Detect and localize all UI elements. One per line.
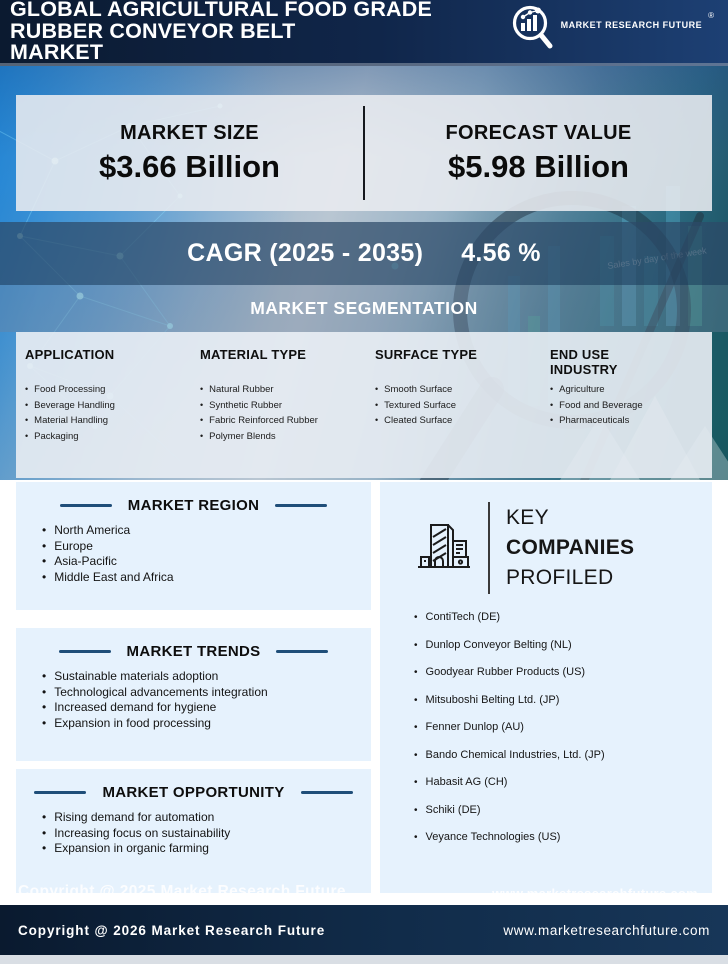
cagr-value: 4.56 %: [461, 239, 541, 267]
list-item: [42, 669, 371, 685]
list-item-label: Polymer Blends: [209, 430, 276, 442]
list-item: [414, 666, 712, 679]
list-item: [550, 398, 711, 414]
key-companies-panel: [380, 482, 712, 893]
market-trends-list: [16, 669, 371, 731]
panel-heading-row: [16, 628, 371, 660]
bullet-icon: •: [414, 749, 418, 761]
heading-rule-right: [301, 791, 353, 794]
list-item: [200, 382, 365, 398]
list-item: [414, 831, 712, 844]
list-item-label: Increased demand for hygiene: [54, 700, 217, 715]
market-opportunity-list: [16, 810, 371, 857]
segment-item-list: [375, 382, 540, 429]
list-item: [375, 413, 540, 429]
heading-rule-left: [60, 504, 112, 507]
list-item-label: Material Handling: [34, 415, 109, 426]
footer: [0, 905, 728, 955]
heading-rule-left: [59, 650, 111, 653]
bullet-icon: •: [42, 700, 47, 715]
bullet-icon: •: [375, 399, 379, 410]
list-item-label: Bando Chemical Industries, Ltd. (JP): [425, 748, 605, 761]
watermark-copyright: Copyright @ 2025 Market Research Future: [18, 883, 346, 900]
segment-item-list: [200, 382, 365, 444]
segment-column-application: [25, 348, 200, 478]
list-item-label: Asia-Pacific: [54, 554, 117, 569]
bottom-strip: [0, 955, 728, 964]
bullet-icon: •: [375, 415, 379, 425]
bullet-icon: •: [25, 399, 29, 410]
bullet-icon: •: [414, 667, 418, 678]
list-item: [42, 523, 371, 539]
market-size-label: MARKET SIZE: [120, 121, 259, 144]
list-item: [414, 721, 712, 734]
list-item-label: North America: [54, 523, 131, 537]
key-companies-header: [380, 482, 712, 594]
bullet-icon: •: [200, 415, 204, 425]
list-item-label: Expansion in organic farming: [54, 841, 209, 856]
bullet-icon: •: [42, 810, 47, 824]
bullet-icon: •: [550, 415, 554, 425]
segment-heading: END USE INDUSTRY: [550, 347, 618, 377]
segment-heading: APPLICATION: [25, 347, 115, 362]
heading-rule-right: [276, 650, 328, 653]
list-item-label: Sustainable materials adoption: [54, 669, 219, 683]
bullet-icon: •: [414, 804, 418, 816]
list-item-label: Packaging: [34, 430, 79, 442]
list-item: [414, 776, 712, 789]
bullet-icon: •: [42, 554, 47, 569]
hero-section: [0, 66, 728, 480]
bullet-icon: •: [25, 430, 29, 441]
list-item: [25, 429, 190, 445]
key-companies-title-word3: PROFILED: [506, 566, 614, 589]
list-item: [200, 429, 365, 445]
brand-logo: [509, 3, 714, 56]
list-item: [414, 749, 712, 762]
list-item: [375, 382, 540, 398]
list-item-label: Agriculture: [559, 384, 605, 395]
list-item-label: Natural Rubber: [209, 384, 274, 395]
bullet-icon: •: [414, 612, 418, 623]
key-companies-list: [380, 611, 712, 844]
list-item: [42, 826, 371, 842]
bullet-icon: •: [375, 384, 379, 394]
list-item: [42, 716, 371, 732]
list-item-label: Expansion in food processing: [54, 715, 211, 730]
bullet-icon: •: [414, 722, 418, 733]
bullet-icon: •: [414, 832, 418, 843]
market-region-heading: MARKET REGION: [127, 497, 260, 514]
list-item: [375, 398, 540, 414]
list-item: [414, 639, 712, 652]
list-item: [42, 841, 371, 857]
bullet-icon: •: [42, 841, 47, 856]
page-title-line-2: RUBBER CONVEYOR BELT: [10, 18, 296, 43]
list-item-label: Rising demand for automation: [54, 810, 215, 824]
vertical-divider: [488, 502, 490, 594]
bullet-icon: •: [414, 694, 418, 706]
heading-rule-left: [34, 791, 86, 794]
footer-website-link[interactable]: www.marketresearchfuture.com: [503, 922, 710, 938]
segment-column-material-type: [200, 348, 375, 478]
forecast-value: $5.98 Billion: [448, 148, 629, 184]
page-title-line-3: MARKET: [10, 40, 104, 65]
watermark-website: www.marketresearchfuture.com: [492, 886, 698, 901]
market-opportunity-panel: [16, 769, 371, 893]
list-item-label: Synthetic Rubber: [209, 399, 283, 411]
list-item-label: Fenner Dunlop (AU): [425, 721, 524, 733]
page-title: [10, 0, 432, 64]
bullet-icon: •: [550, 399, 554, 410]
bullet-icon: •: [42, 715, 47, 730]
bullet-icon: •: [550, 384, 554, 394]
segment-item-list: [25, 382, 190, 444]
segment-heading: MATERIAL TYPE: [200, 347, 307, 362]
list-item-label: Increasing focus on sustainability: [54, 825, 231, 840]
heading-rule-right: [275, 504, 327, 507]
market-size-panel: [16, 95, 712, 211]
list-item-label: Mitsuboshi Belting Ltd. (JP): [425, 693, 560, 706]
list-item: [200, 413, 365, 429]
bullet-icon: •: [200, 399, 204, 410]
list-item: [414, 611, 712, 624]
market-region-panel: [16, 482, 371, 610]
key-companies-title-word1: KEY: [506, 505, 549, 529]
list-item: [414, 804, 712, 817]
key-companies-title: [506, 503, 634, 593]
forecast-value-label: FORECAST VALUE: [445, 121, 632, 144]
list-item: [42, 685, 371, 701]
bullet-icon: •: [42, 523, 47, 537]
registered-trademark-symbol: ®: [708, 11, 714, 20]
list-item: [25, 382, 190, 398]
bullet-icon: •: [42, 825, 47, 840]
buildings-icon: [416, 517, 472, 580]
list-item: [25, 398, 190, 414]
list-item: [414, 694, 712, 707]
cagr-label: CAGR (2025 - 2035): [187, 239, 424, 267]
list-item-label: Food and Beverage: [559, 399, 643, 411]
list-item-label: ContiTech (DE): [425, 611, 501, 623]
market-trends-heading: MARKET TRENDS: [126, 643, 261, 660]
list-item-label: Habasit AG (CH): [425, 776, 508, 788]
list-item: [200, 398, 365, 414]
page-title-line-1: GLOBAL AGRICULTURAL FOOD GRADE: [10, 0, 433, 21]
list-item: [42, 700, 371, 716]
header: [0, 0, 728, 66]
segmentation-panel: [16, 332, 712, 478]
segmentation-title-band: [0, 285, 728, 332]
list-item: [25, 413, 190, 429]
list-item-label: Goodyear Rubber Products (US): [425, 666, 586, 678]
bullet-icon: •: [42, 684, 47, 699]
list-item-label: Technological advancements integration: [54, 684, 268, 699]
panel-heading-row: [16, 769, 371, 801]
logo-wordmark: MARKET RESEARCH FUTURE: [560, 20, 703, 30]
market-size-block: [16, 122, 363, 185]
list-item: [42, 539, 371, 555]
segment-heading: SURFACE TYPE: [375, 347, 478, 362]
key-companies-title-word2: COMPANIES: [506, 535, 635, 559]
bullet-icon: •: [414, 639, 418, 651]
list-item-label: Cleated Surface: [384, 415, 453, 426]
footer-copyright: Copyright @ 2026 Market Research Future: [18, 922, 326, 938]
list-item-label: Food Processing: [34, 384, 106, 395]
bullet-icon: •: [42, 669, 47, 683]
list-item-label: Dunlop Conveyor Belting (NL): [425, 638, 572, 651]
list-item-label: Fabric Reinforced Rubber: [209, 415, 318, 426]
list-item-label: Middle East and Africa: [54, 569, 174, 584]
magnifier-chart-logo-icon: [509, 3, 555, 56]
list-item-label: Beverage Handling: [34, 399, 115, 411]
market-opportunity-heading: MARKET OPPORTUNITY: [102, 784, 285, 801]
segmentation-title: MARKET SEGMENTATION: [250, 298, 478, 318]
panel-heading-row: [16, 482, 371, 514]
bullet-icon: •: [414, 777, 418, 788]
bullet-icon: •: [25, 415, 29, 425]
market-region-list: [16, 523, 371, 585]
cagr-band: [0, 222, 728, 285]
segment-item-list: [550, 382, 711, 429]
market-size-value: $3.66 Billion: [99, 148, 280, 184]
list-item-label: Pharmaceuticals: [559, 415, 630, 426]
segment-column-end-use-industry: [550, 348, 721, 478]
segment-column-surface-type: [375, 348, 550, 478]
bullet-icon: •: [42, 538, 47, 553]
bullet-icon: •: [200, 384, 204, 394]
list-item-label: Europe: [54, 538, 93, 553]
list-item: [42, 554, 371, 570]
market-trends-panel: [16, 628, 371, 761]
list-item-label: Schiki (DE): [425, 803, 481, 816]
list-item: [42, 810, 371, 826]
list-item: [550, 382, 711, 398]
list-item-label: Textured Surface: [384, 399, 456, 411]
list-item-label: Smooth Surface: [384, 384, 453, 395]
bullet-icon: •: [25, 384, 29, 394]
list-item-label: Veyance Technologies (US): [425, 831, 561, 843]
bullet-icon: •: [200, 430, 204, 441]
list-item: [550, 413, 711, 429]
list-item: [42, 570, 371, 586]
bullet-icon: •: [42, 569, 47, 584]
forecast-value-block: [365, 122, 712, 185]
